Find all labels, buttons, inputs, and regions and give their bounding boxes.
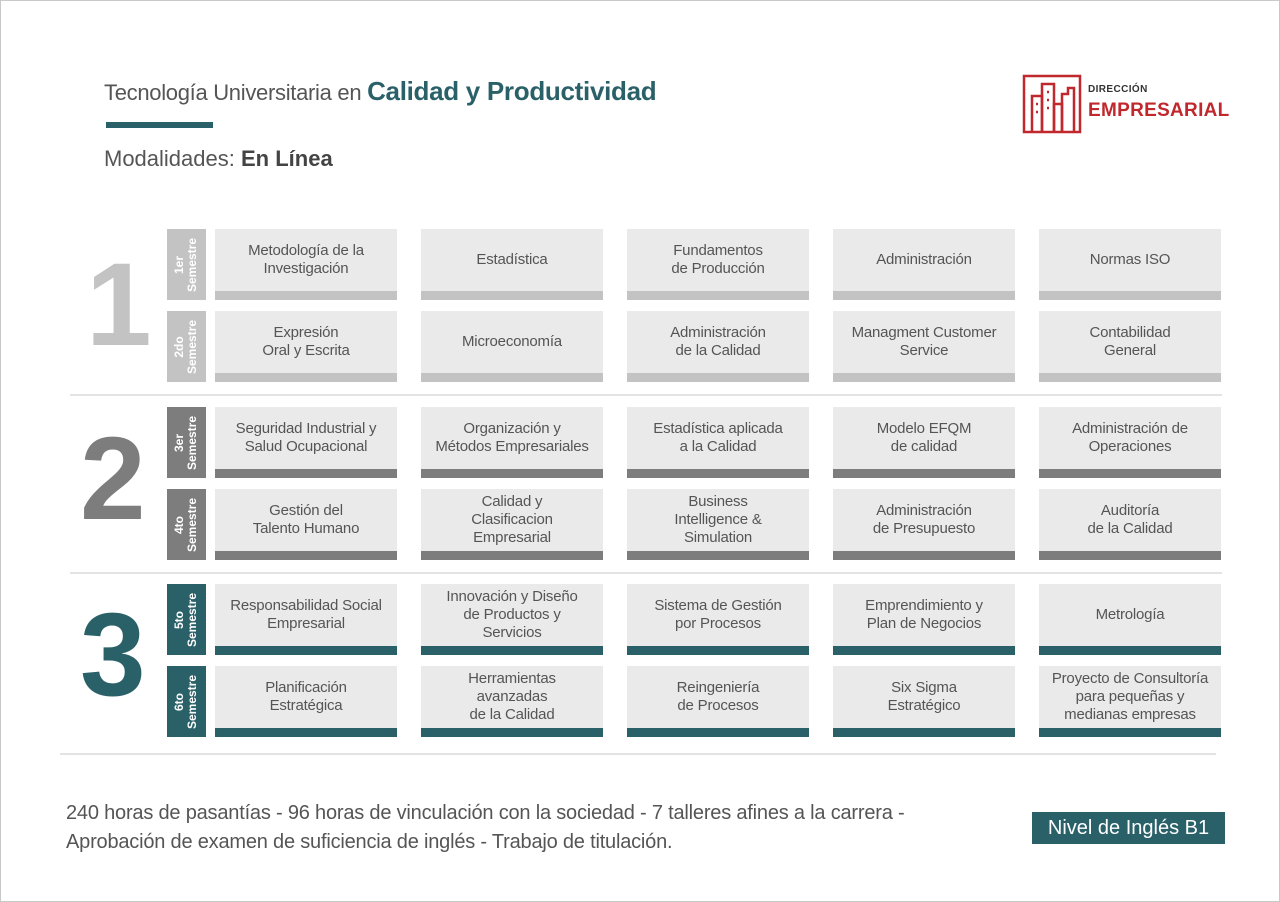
course-name: Proyecto de Consultoría para pequeñas y medianas empresas bbox=[1051, 670, 1209, 723]
course-card bbox=[627, 229, 809, 300]
year-separator bbox=[70, 572, 1222, 574]
year-number: 1 bbox=[86, 239, 152, 371]
course-name: Metodología de la Investigación bbox=[248, 242, 364, 277]
course-card bbox=[627, 407, 809, 478]
course-name: Gestión del Talento Humano bbox=[252, 502, 360, 537]
course-card-bar bbox=[215, 291, 397, 300]
course-card bbox=[1039, 584, 1221, 655]
logo-line1: DIRECCIÓN bbox=[1088, 84, 1148, 95]
course-name: Seguridad Industrial y Salud Ocupacional bbox=[235, 420, 377, 455]
course-card bbox=[627, 311, 809, 382]
english-level-badge: Nivel de Inglés B1 bbox=[1032, 812, 1225, 844]
semester-label-text: 5to Semestre bbox=[172, 592, 200, 647]
course-card-bar bbox=[627, 373, 809, 382]
semester-label-text: 1er Semestre bbox=[172, 237, 200, 292]
course-card bbox=[421, 584, 603, 655]
course-card bbox=[833, 666, 1015, 737]
course-card-bar bbox=[627, 469, 809, 478]
course-name: Microeconomía bbox=[462, 333, 562, 350]
course-name: Calidad y Clasificacion Empresarial bbox=[471, 493, 553, 546]
semester-label-text: 4to Semestre bbox=[172, 497, 200, 552]
course-name: Planificación Estratégica bbox=[265, 679, 347, 714]
semester-label-text: 2do Semestre bbox=[172, 319, 200, 374]
course-name: Modelo EFQM de calidad bbox=[876, 420, 972, 455]
course-card-bar bbox=[215, 551, 397, 560]
year-separator bbox=[60, 753, 1216, 755]
course-card-bar bbox=[627, 551, 809, 560]
semester-label bbox=[167, 489, 206, 560]
modalidades bbox=[104, 146, 333, 172]
logo bbox=[1022, 74, 1230, 134]
course-card-bar bbox=[1039, 728, 1221, 737]
course-name: Administración de Operaciones bbox=[1072, 420, 1188, 455]
course-card-bar bbox=[421, 373, 603, 382]
course-card-bar bbox=[833, 728, 1015, 737]
course-name: Emprendimiento y Plan de Negocios bbox=[865, 597, 983, 632]
course-card bbox=[1039, 489, 1221, 560]
course-card-bar bbox=[215, 373, 397, 382]
modalidades-label: Modalidades: bbox=[104, 146, 235, 171]
course-card-bar bbox=[421, 551, 603, 560]
course-name: Administración bbox=[876, 251, 972, 268]
course-card-bar bbox=[833, 551, 1015, 560]
title-program: Calidad y Productividad bbox=[367, 76, 657, 106]
year-separator bbox=[70, 394, 1222, 396]
course-card-bar bbox=[215, 469, 397, 478]
course-name: Administración de la Calidad bbox=[670, 324, 766, 359]
course-card-bar bbox=[627, 646, 809, 655]
course-name: Auditoría de la Calidad bbox=[1087, 502, 1173, 537]
year-number: 3 bbox=[80, 589, 146, 721]
course-card-bar bbox=[833, 291, 1015, 300]
footer-requirements bbox=[66, 799, 904, 857]
title-underline bbox=[106, 122, 213, 128]
course-card bbox=[833, 407, 1015, 478]
semester-label-text: 3er Semestre bbox=[172, 415, 200, 470]
course-card bbox=[421, 489, 603, 560]
course-name: Metrología bbox=[1095, 606, 1165, 623]
page-title bbox=[104, 76, 656, 107]
course-card bbox=[215, 311, 397, 382]
footer-line: Aprobación de examen de suficiencia de inglés - Trabajo de titulación. bbox=[66, 831, 673, 853]
course-name: Estadística bbox=[476, 251, 548, 268]
year-number: 2 bbox=[80, 413, 146, 545]
title-prefix: Tecnología Universitaria en bbox=[104, 80, 362, 105]
course-card bbox=[215, 407, 397, 478]
course-card bbox=[627, 666, 809, 737]
course-card-bar bbox=[627, 291, 809, 300]
course-card-bar bbox=[1039, 291, 1221, 300]
course-card-bar bbox=[421, 469, 603, 478]
course-card-bar bbox=[1039, 373, 1221, 382]
course-card bbox=[627, 584, 809, 655]
course-card bbox=[627, 489, 809, 560]
course-card bbox=[421, 666, 603, 737]
course-card bbox=[833, 489, 1015, 560]
course-name: Reingeniería de Procesos bbox=[676, 679, 760, 714]
course-card bbox=[1039, 311, 1221, 382]
course-card bbox=[421, 229, 603, 300]
course-card-bar bbox=[1039, 469, 1221, 478]
course-card-bar bbox=[833, 469, 1015, 478]
course-name: Innovación y Diseño de Productos y Servicios bbox=[446, 588, 578, 641]
course-card bbox=[215, 489, 397, 560]
course-card bbox=[1039, 666, 1221, 737]
course-card bbox=[215, 666, 397, 737]
course-name: Contabilidad General bbox=[1089, 324, 1171, 359]
semester-label-text: 6to Semestre bbox=[172, 674, 200, 729]
logo-line2: EMPRESARIAL bbox=[1088, 100, 1230, 121]
semester-label bbox=[167, 311, 206, 382]
course-card bbox=[1039, 407, 1221, 478]
footer-line: 240 horas de pasantías - 96 horas de vinculación con la sociedad - 7 talleres afines a la carrera - bbox=[66, 802, 905, 824]
course-card-bar bbox=[421, 646, 603, 655]
course-name: Fundamentos de Producción bbox=[671, 242, 765, 277]
course-card-bar bbox=[421, 728, 603, 737]
course-card bbox=[215, 584, 397, 655]
course-name: Sistema de Gestión por Procesos bbox=[654, 597, 782, 632]
course-card bbox=[215, 229, 397, 300]
course-card bbox=[833, 584, 1015, 655]
course-name: Six Sigma Estratégico bbox=[887, 679, 961, 714]
course-card bbox=[1039, 229, 1221, 300]
course-card bbox=[833, 311, 1015, 382]
course-name: Normas ISO bbox=[1089, 251, 1171, 268]
course-card bbox=[421, 407, 603, 478]
semester-label bbox=[167, 229, 206, 300]
course-card-bar bbox=[1039, 551, 1221, 560]
course-card bbox=[421, 311, 603, 382]
course-card-bar bbox=[215, 728, 397, 737]
course-card-bar bbox=[1039, 646, 1221, 655]
semester-label bbox=[167, 666, 206, 737]
course-card-bar bbox=[421, 291, 603, 300]
course-card bbox=[833, 229, 1015, 300]
course-card-bar bbox=[833, 646, 1015, 655]
course-card-bar bbox=[833, 373, 1015, 382]
buildings-logo-icon bbox=[1022, 74, 1082, 134]
course-name: Administración de Presupuesto bbox=[872, 502, 976, 537]
course-name: Estadística aplicada a la Calidad bbox=[653, 420, 783, 455]
course-name: Organización y Métodos Empresariales bbox=[435, 420, 589, 455]
course-name: Business Intelligence & Simulation bbox=[674, 493, 762, 546]
course-name: Responsabilidad Social Empresarial bbox=[230, 597, 382, 632]
course-name: Expresión Oral y Escrita bbox=[262, 324, 350, 359]
course-card-bar bbox=[215, 646, 397, 655]
course-name: Managment Customer Service bbox=[851, 324, 997, 359]
semester-label bbox=[167, 407, 206, 478]
course-name: Herramientas avanzadas de la Calidad bbox=[468, 670, 556, 723]
course-card-bar bbox=[627, 728, 809, 737]
semester-label bbox=[167, 584, 206, 655]
modalidades-value: En Línea bbox=[241, 146, 333, 171]
